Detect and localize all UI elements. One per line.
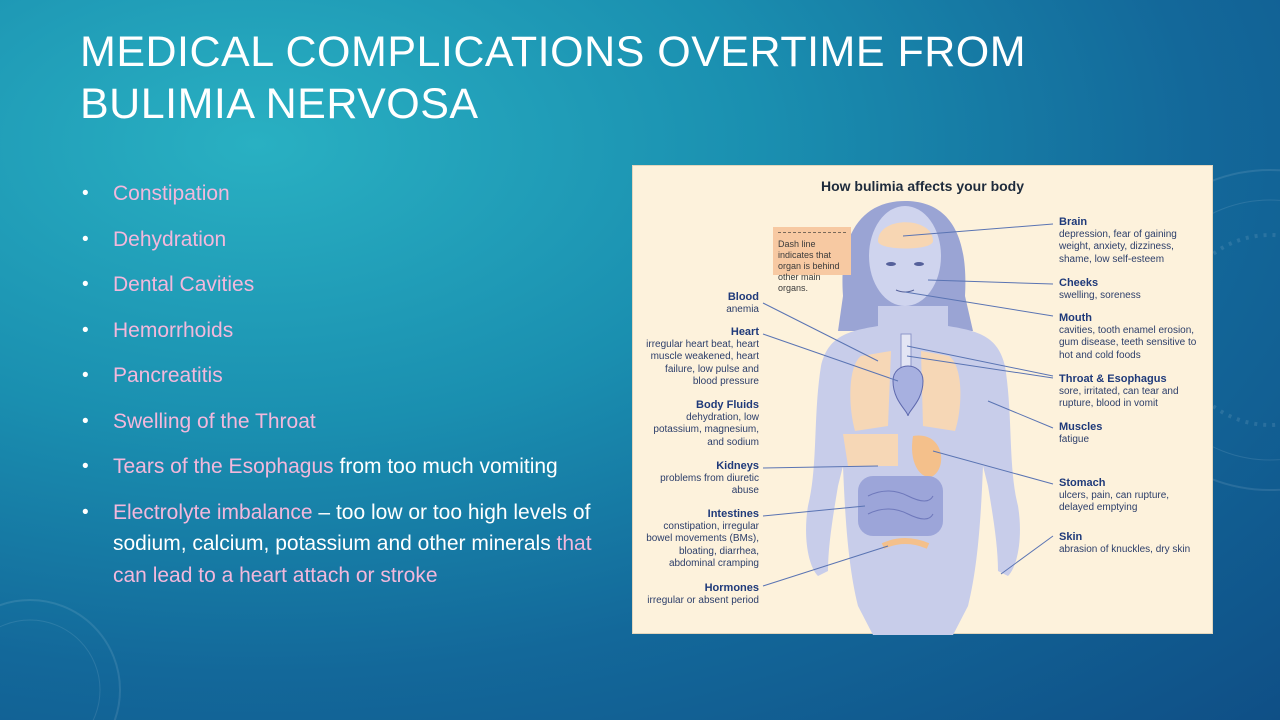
list-item: • Pancreatitis <box>82 360 592 392</box>
diagram-title: How bulimia affects your body <box>820 178 1025 194</box>
label-brain: Brain depression, fear of gaining weight, anxiety, dizziness, shame, low self-esteem <box>1059 216 1177 265</box>
label-body-fluids: Body Fluids dehydration, low potassium, magnesium, and sodium <box>653 399 759 448</box>
list-item: • Tears of the Esophagus from too much vomiting <box>82 451 592 483</box>
bulimia-body-diagram <box>632 165 1213 634</box>
label-heart: Heart irregular heart beat, heart muscle weakened, heart failure, low pulse and blood pressure <box>646 326 759 387</box>
list-item: • Swelling of the Throat <box>82 406 592 438</box>
list-item: • Electrolyte imbalance – too low or too high levels of sodium, calcium, potassium and other minerals that can lead to a heart attach or stroke <box>82 497 592 592</box>
label-mouth: Mouth cavities, tooth enamel erosion, gum disease, teeth sensitive to hot and cold foods <box>1059 312 1197 361</box>
list-item: • Constipation <box>82 178 592 210</box>
label-intestines: Intestines constipation, irregular bowel movements (BMs), bloating, diarrhea, abdominal cramping <box>646 508 759 569</box>
list-item: • Dehydration <box>82 224 592 256</box>
label-stomach: Stomach ulcers, pain, can rupture, delayed emptying <box>1059 477 1170 513</box>
label-muscles: Muscles fatigue <box>1059 421 1103 445</box>
label-kidneys: Kidneys problems from diuretic abuse <box>660 460 759 496</box>
label-throat-esophagus: Throat & Esophagus sore, irritated, can tear and rupture, blood in vomit <box>1059 373 1179 409</box>
page-title: MEDICAL COMPLICATIONS OVERTIME FROM BULIMIA NERVOSA <box>80 28 1027 128</box>
list-item: • Hemorrhoids <box>82 315 592 347</box>
list-item: • Dental Cavities <box>82 269 592 301</box>
label-hormones: Hormones irregular or absent period <box>647 582 759 606</box>
label-cheeks: Cheeks swelling, soreness <box>1059 277 1141 301</box>
label-skin: Skin abrasion of knuckles, dry skin <box>1059 531 1191 555</box>
dash-line-note: Dash line indicates that organ is behind other main organs. <box>773 227 851 275</box>
label-blood: Blood anemia <box>726 291 759 315</box>
complications-list <box>82 178 592 605</box>
